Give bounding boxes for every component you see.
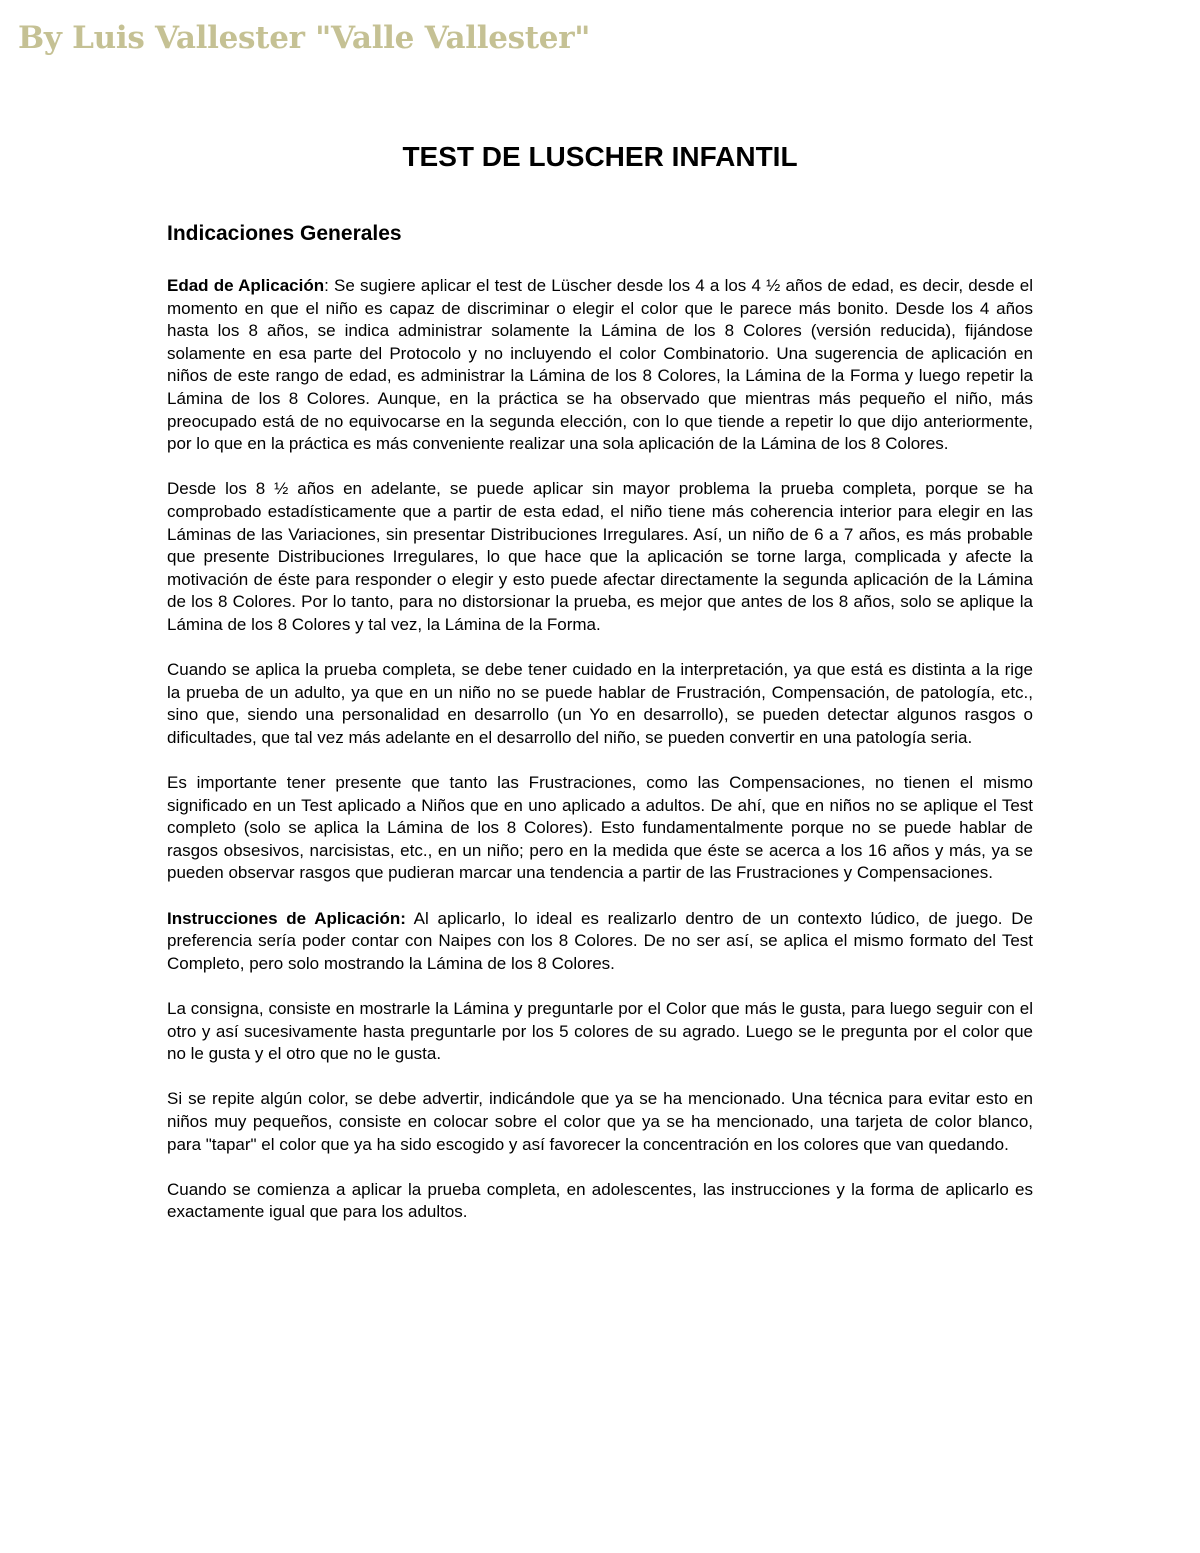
page-title: TEST DE LUSCHER INFANTIL: [402, 141, 798, 172]
paragraph-text: Al aplicarlo, lo ideal es realizarlo dentro de un contexto lúdico, de juego. De preferencia sería poder contar con Naipes con los 8 Colores. De no ser así, se aplica el mismo formato del Test Completo, pero solo mostrando la Lámina de los 8 Colores.: [167, 908, 1034, 973]
paragraph-adolescentes: [167, 1179, 1033, 1224]
paragraph-lead: Instrucciones de Aplicación:: [167, 908, 406, 928]
paragraph-desde-8-anos: [167, 478, 1033, 636]
paragraph-text: Si se repite algún color, se debe advertir, indicándole que ya se ha mencionado. Una técnica para evitar esto en niños muy pequeños, consiste en colocar sobre el color que ya se ha mencionado, una tarjeta de color blanco, para "tapar" el color que ya ha sido escogido y así favorecer la concentración en los colores que van quedando.: [167, 1089, 1033, 1154]
author-watermark: By Luis Vallester "Valle Vallester": [18, 20, 591, 56]
paragraph-consigna: [167, 998, 1033, 1066]
paragraph-text: La consigna, consiste en mostrarle la Lámina y preguntarle por el Color que más le gusta, para luego seguir con el otro y así sucesivamente hasta preguntarle por los 5 colores de su agrado. Luego se le pregunta por el color que no le gusta y el otro que no le gusta.: [167, 999, 1033, 1064]
paragraph-repite-color: [167, 1088, 1033, 1156]
paragraph-frustraciones: [167, 772, 1033, 885]
paragraph-edad-de-aplicacion: [167, 275, 1033, 456]
paragraph-instrucciones-de-aplicacion: [167, 908, 1033, 976]
paragraph-text: : Se sugiere aplicar el test de Lüscher desde los 4 a los 4 ½ años de edad, es decir, desde el momento en que el niño es capaz de discriminar o elegir el color que le parece más bonito. Desde los 4 años hasta los 8 años, se indica administrar solamente la Lámina de los 8 Colores (versión reducida), fijándose solamente en esa parte del Protocolo y no incluyendo el color Combinatorio. Una sugerencia de aplicación en niños de este rango de edad, es administrar la Lámina de los 8 Colores, la Lámina de la Forma y luego repetir la Lámina de los 8 Colores. Aunque, en la práctica se ha observado que mientras más pequeño el niño, más preocupado está de no equivocarse en la segunda elección, con lo que tiende a repetir lo que dijo anteriormente, por lo que en la práctica es más conveniente realizar una sola aplicación de la Lámina de los 8 Colores.: [167, 276, 1033, 454]
paragraph-prueba-completa: [167, 659, 1033, 749]
paragraph-text: Desde los 8 ½ años en adelante, se puede aplicar sin mayor problema la prueba completa, porque se ha comprobado estadísticamente que a partir de esta edad, el niño tiene más coherencia interior para elegir en las Láminas de las Variaciones, sin presentar Distribuciones Irregulares. Así, un niño de 6 a 7 años, es más probable que presente Distribuciones Irregulares, lo que hace que la aplicación se torne larga, complicada y afecte la motivación de éste para responder o elegir y esto puede afectar directamente la segunda aplicación de la Lámina de los 8 Colores. Por lo tanto, para no distorsionar la prueba, es mejor que antes de los 8 años, solo se aplique la Lámina de los 8 Colores y tal vez, la Lámina de la Forma.: [167, 479, 1033, 634]
paragraph-text: Es importante tener presente que tanto las Frustraciones, como las Compensaciones, no tienen el mismo significado en un Test aplicado a Niños que en uno aplicado a adultos. De ahí, que en niños no se aplique el Test completo (solo se aplica la Lámina de los 8 Colores). Esto fundamentalmente porque no se puede hablar de rasgos obsesivos, narcisistas, etc., en un niño; pero en la medida que éste se acerca a los 16 años y más, ya se pueden observar rasgos que pudieran marcar una tendencia a partir de las Frustraciones y Compensaciones.: [167, 773, 1033, 883]
paragraph-text: Cuando se aplica la prueba completa, se debe tener cuidado en la interpretación, ya que está es distinta a la rige la prueba de un adulto, ya que en un niño no se puede hablar de Frustración, Compensación, de patología, etc., sino que, siendo una personalidad en desarrollo (un Yo en desarrollo), se pueden detectar algunos rasgos o dificultades, que tal vez más adelante en el desarrollo del niño, se pueden convertir en una patología seria.: [167, 660, 1033, 747]
paragraph-lead: Edad de Aplicación: [167, 276, 325, 295]
document-body: [167, 220, 1033, 1247]
section-heading: Indicaciones Generales: [167, 222, 402, 245]
paragraph-text: Cuando se comienza a aplicar la prueba completa, en adolescentes, las instrucciones y la forma de aplicarlo es exactamente igual que para los adultos.: [167, 1179, 1033, 1222]
